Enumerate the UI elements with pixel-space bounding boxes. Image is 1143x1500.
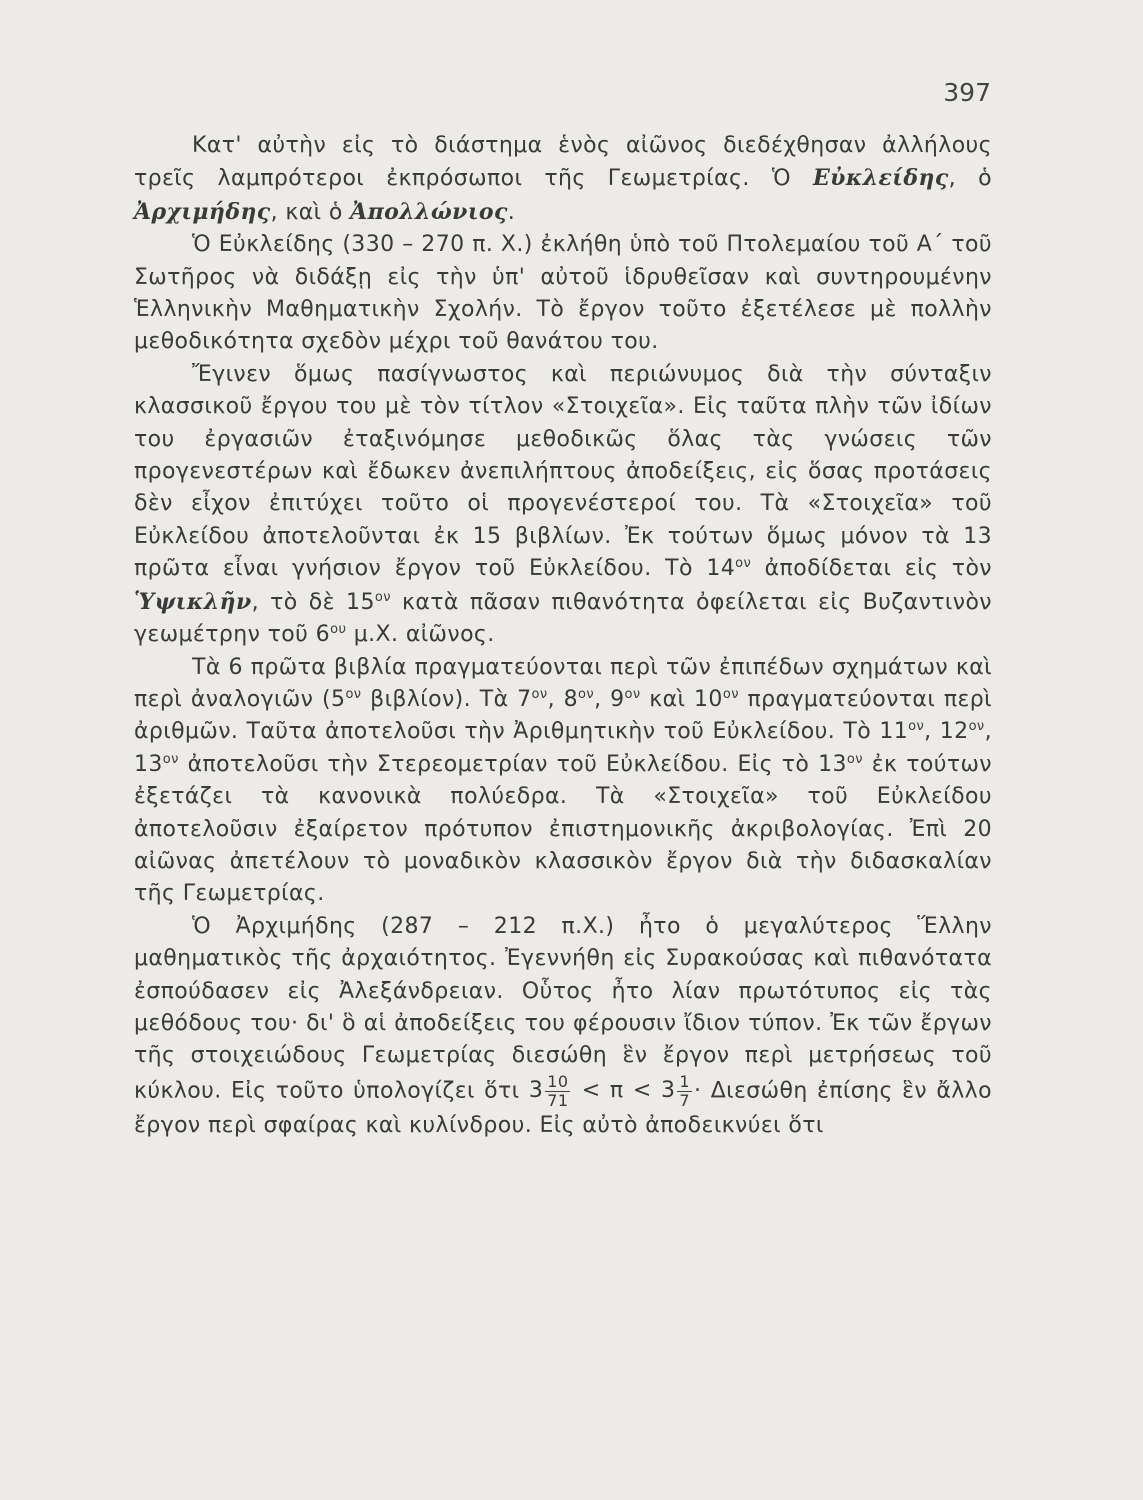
name-hypsicles: Ὑψικλῆν xyxy=(134,588,252,615)
paragraph-archimedes: Ὁ Ἀρχιμήδης (287 – 212 π.Χ.) ἦτο ὁ μεγαλύτερος Ἕλλην μαθηματικὸς τῆς ἀρχαιότητος. Ἐγεννήθη εἰς Συρακούσας καὶ πιθανότατα ἐσπούδασεν εἰς Ἀλεξάνδρειαν. Οὗτος ἦτο λίαν πρωτότυπος εἰς τὰς μεθόδους του· δι' ὃ αἱ ἀποδείξεις του φέρουσιν ἴδιον τύπον. Ἐκ τῶν ἔργων τῆς στοιχειώδους Γεωμετρίας διεσώθη ἓν ἔργον περὶ μετρήσεως τοῦ κύκλου. Εἰς τοῦτο ὑπολογίζει ὅτι 3 $\frac{10}{71}$ < π < 3 $\frac{1}{7}$ · Διεσώθη ἐπίσης ἓν ἄλλο ἔργον περὶ σφαίρας καὶ κυλίνδρου. Εἰς αὐτὸ ἀποδεικνύει ὅτι xyxy=(134,913,992,1138)
name-euclid: Εὐκλείδης xyxy=(812,165,949,192)
paragraph-euclid: Ὁ Εὐκλείδης (330 – 270 π. Χ.) ἐκλήθη ὑπὸ τοῦ Πτολεμαίου τοῦ Α΄ τοῦ Σωτῆρος νὰ διδάξῃ εἰς τὴν ὑπ' αὐτοῦ ἱδρυθεῖσαν καὶ συντηρουμένην Ἑλληνικὴν Μαθηματικὴν Σχολήν. Τὸ ἔργον τοῦτο ἐξετέλεσε μὲ πολλὴν μεθοδικότητα σχεδὸν μέχρι τοῦ θανάτου του. xyxy=(134,232,992,355)
paragraph-books: Τὰ 6 πρῶτα βιβλία πραγματεύονται περὶ τῶν ἐπιπέδων σχημάτων καὶ περὶ ἀναλογιῶν ($5^{o\nu}$ βιβλίον). Τὰ $7^{o\nu}$, $8^{o\nu}$, $9^{o\nu}$ καὶ $10^{o\nu}$ πραγματεύονται περὶ ἀριθμῶν. Ταῦτα ἀποτελοῦσι τὴν Ἀριθμητικὴν τοῦ Εὐκλείδου. Τὸ $11^{o\nu}$, $12^{o\nu}$, $13^{o\nu}$ ἀποτελοῦσι τὴν Στερεομετρίαν τοῦ Εὐκλείδου. Εἰς τὸ $13^{o\nu}$ ἐκ τούτων ἐξετάζει τὰ κανονικὰ πολύεδρα. Τὰ «Στοιχεῖα» τοῦ Εὐκλείδου ἀποτελοῦσιν ἐξαίρετον πρότυπον ἐπιστημονικῆς ἀκριβολογίας. Ἐπὶ 20 αἰῶνας ἀπετέλουν τὸ μοναδικὸν κλασσικὸν ἔργον διὰ τὴν διδασκαλίαν τῆς Γεωμετρίας. xyxy=(134,654,993,907)
page-number: 397 xyxy=(943,78,991,107)
pi-inequality: 3 $\frac{10}{71}$ < π < 3 $\frac{1}{7}$ xyxy=(528,1071,691,1110)
paragraph-intro: Κατ' αὐτὴν εἰς τὸ διάστημα ἑνὸς αἰῶνος διεδέχθησαν ἀλλήλους τρεῖς λαμπρότεροι ἐκπρόσωποι τῆς Γεωμετρίας. Ὁ Εὐκλείδης, ὁ Ἀρχιμήδης, καὶ ὁ Ἀπολλώνιος. xyxy=(134,133,992,225)
fraction-10-71: $\frac{10}{71}$ xyxy=(547,1071,569,1110)
name-archimedes: Ἀρχιμήδης xyxy=(134,198,271,225)
name-apollonius: Ἀπολλώνιος xyxy=(350,198,508,225)
paragraph-elements: Ἔγινεν ὅμως πασίγνωστος καὶ περιώνυμος διὰ τὴν σύνταξιν κλασσικοῦ ἔργου του μὲ τὸν τίτλον «Στοιχεῖα». Εἰς ταῦτα πλὴν τῶν ἰδίων του ἐργασιῶν ἐταξινόμησε μεθοδικῶς ὅλας τὰς γνώσεις τῶν προγενεστέρων καὶ ἔδωκεν ἀνεπιλήπτους ἀποδείξεις, εἰς ὅσας προτάσεις δὲν εἶχον ἐπιτύχει τοῦτο οἱ προγενέστεροί του. Τὰ «Στοιχεῖα» τοῦ Εὐκλείδου ἀποτελοῦνται ἐκ 15 βιβλίων. Ἐκ τούτων ὅμως μόνον τὰ 13 πρῶτα εἶναι γνήσιον ἔργον τοῦ Εὐκλείδου. Τὸ $14^{o\nu}$ ἀποδίδεται εἰς τὸν Ὑψικλῆν, τὸ δὲ $15^{o\nu}$ κατὰ πᾶσαν πιθανότητα ὀφείλεται εἰς Βυζαντινὸν γεωμέτρην τοῦ $6^{o\upsilon}$ μ.Χ. αἰῶνος. xyxy=(134,361,992,648)
fraction-1-7: $\frac{1}{7}$ xyxy=(679,1071,691,1110)
body-text xyxy=(134,130,992,1142)
